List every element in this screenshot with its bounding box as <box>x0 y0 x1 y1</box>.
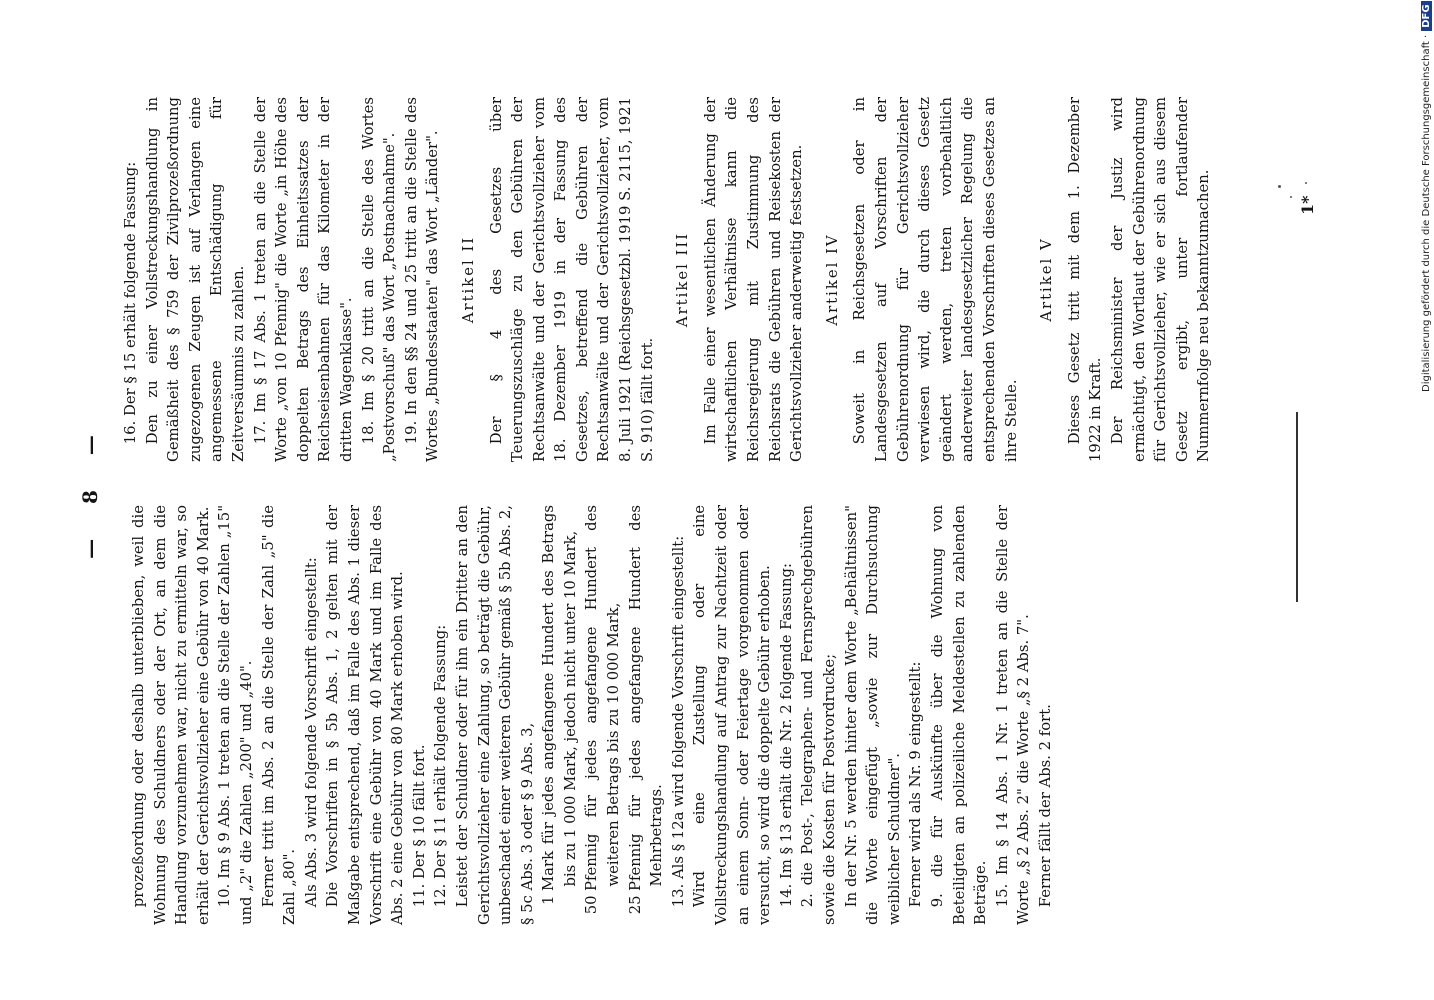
tariff-text: Pfennig für jedes angefangene Hundert des weiteren Betrags bis zu 10 000 Mark, <box>583 505 623 891</box>
text-paragraph: Ferner fällt der Abs. 2 fort. <box>1036 704 1054 908</box>
print-speck <box>1278 185 1281 188</box>
digitization-credit <box>1421 1 1432 392</box>
text-paragraph: 11. Der § 10 fällt fort. <box>410 744 428 908</box>
text-paragraph: Im Falle einer wesentlichen Änderung der wirtschaftlichen Verhältnisse kann die Reichsregierung mit Zustimmung des Reichsrats die Gebühren und Reisekosten der Gerichtsvollzieher anderweitig festsetzen. <box>701 97 806 462</box>
text-paragraph: 13. Als § 12a wird folgende Vorschrift eingestellt: <box>669 535 687 908</box>
text-paragraph: Der Reichsminister der Justiz wird ermächtigt, den Wortlaut der Gebührenordnung für Gerichtsvollzieher, wie er sich aus diesem Gesetz ergibt, unter fortlaufender Nummernfolge neu bekanntzumachen. <box>1108 97 1213 462</box>
text-paragraph: Den zu einer Vollstreckungshandlung in Gemäßheit des § 759 der Zivilprozeßordnung zugezogenen Zeugen ist auf Verlangen eine angemessene Entschädigung für Zeitversäumnis zu zahlen. <box>143 97 247 462</box>
text-paragraph: In der Nr. 5 werden hinter dem Worte „Behältnissen" die Worte eingefügt „sowie zur Durchsuchung weiblicher Schuldner". <box>842 505 903 925</box>
tariff-amount: 1 <box>540 895 558 905</box>
credit-text: Digitalisierung gefördert durch die Deutsche Forschungsgemeinschaft · <box>1421 34 1432 392</box>
text-paragraph: 12. Der § 11 erhält folgende Fassung: <box>432 624 450 908</box>
tariff-text: Mark für jedes angefangene Hundert des Betrags bis zu 1 000 Mark, jedoch nicht unter 10 Mark, <box>540 505 579 891</box>
text-paragraph: 18. Im § 20 tritt an die Stelle des Wortes „Postvorschuß" das Wort „Postnachnahme". <box>359 97 399 462</box>
print-speck <box>1305 182 1307 184</box>
signature-mark: 1* <box>1298 195 1317 215</box>
print-speck <box>1290 196 1292 198</box>
text-paragraph: Ferner tritt im Abs. 2 an die Stelle der Zahl „5" die Zahl „80". <box>259 505 299 925</box>
article-heading: Artikel V <box>1038 237 1056 322</box>
text-paragraph: Die Vorschriften in § 5b Abs. 1, 2 gelten mit der Maßgabe entsprechend, daß im Falle des Abs. 1 dieser Vorschrift eine Gebühr von 40 Mark und im Falle des Abs. 2 eine Gebühr von 80 Mark erhoben wird. <box>324 505 407 925</box>
text-paragraph: 19. In den §§ 24 und 25 tritt an die Stelle des Wortes „Bundesstaaten" das Wort „Länder". <box>402 97 442 462</box>
text-paragraph: Dieses Gesetz tritt mit dem 1. Dezember 1922 in Kraft. <box>1065 97 1105 462</box>
text-paragraph: Soweit in Reichsgesetzen oder in Landesgesetzen auf Vorschriften der Gebührenordnung für Gerichtsvollzieher verwiesen wird, die durch dieses Gesetz geändert werden, treten vorbehaltlich anderweiter landesgesetzlicher Regelung die entsprechenden Vorschriften dieses Gesetzes an ihre Stelle. <box>851 97 1020 462</box>
text-paragraph: 9. die für Auskünfte über die Wohnung von Beteiligten an polizeiliche Meldestellen zu zahlenden Beträge. <box>928 505 990 925</box>
text-paragraph: prozeßordnung oder deshalb unterblieben, weil die Wohnung des Schuldners oder der Ort, an dem die Handlung vorzunehmen war, nicht zu ermitteln war, so erhält der Gerichtsvollzieher eine Gebühr von 40 Mark. <box>130 505 212 925</box>
text-paragraph: Ferner wird als Nr. 9 eingestellt: <box>907 661 925 908</box>
text-paragraph: 14. Im § 13 erhält die Nr. 2 folgende Fassung: <box>777 563 795 908</box>
text-paragraph: 2. die Post-, Telegraphen- und Fernsprechgebühren sowie die Kosten für Postvordrucke; <box>799 505 838 925</box>
article-heading: Artikel II <box>459 235 477 324</box>
tariff-line <box>538 505 581 925</box>
tariff-text: Pfennig für jedes angefangene Hundert des Mehrbetrags. <box>626 505 666 891</box>
dfg-logo: DFG <box>1421 1 1432 30</box>
text-paragraph: Der § 4 des Gesetzes über Teuerungszuschläge zu den Gebühren der Rechtsanwälte und der Gerichtsvollzieher vom 18. Dezember 1919 in der Fassung des Gesetzes, betreffend die Gebühren der Rechtsanwälte und der Gerichtsvollzieher, vom 8. Juli 1921 (Reichsgesetzbl. 1919 S. 2115, 1921 S. 910) fällt fort. <box>487 97 656 462</box>
text-paragraph: 10. Im § 9 Abs. 1 treten an die Stelle der Zahlen „15" und „2" die Zahlen „200" und „40". <box>216 505 255 925</box>
tariff-amount: 25 <box>626 895 644 915</box>
text-paragraph: 16. Der § 15 erhält folgende Fassung: <box>122 161 139 445</box>
tariff-line <box>581 505 624 925</box>
text-paragraph: Als Abs. 3 wird folgende Vorschrift eingestellt: <box>302 557 320 908</box>
right-text-column <box>120 97 1215 462</box>
tariff-amount: 50 <box>583 895 601 915</box>
text-paragraph: Wird eine Zustellung oder eine Vollstreckungshandlung auf Antrag zur Nachtzeit oder an einem Sonn- oder Feiertage vorgenommen oder versucht, so wird die doppelte Gebühr erhoben. <box>691 505 774 925</box>
text-paragraph: 17. Im § 17 Abs. 1 treten an die Stelle der Worte „von 10 Pfennig" die Worte „in Höhe des doppelten Betrags des Einheitssatzes der Reichseisenbahnen für das Kilometer in der dritten Wagenklasse". <box>251 97 355 462</box>
separator-rule <box>1296 412 1298 602</box>
page-folio: — 8 — <box>78 421 102 559</box>
text-paragraph: 15. Im § 14 Abs. 1 Nr. 1 treten an die Stelle der Worte „§ 2 Abs. 2" die Worte „§ 2 Abs. 7". <box>993 505 1033 925</box>
article-heading: Artikel IV <box>823 233 841 326</box>
left-text-column <box>128 505 1057 925</box>
tariff-line <box>625 505 668 925</box>
article-heading: Artikel III <box>674 231 692 328</box>
text-paragraph: Leistet der Schuldner oder für ihn ein Dritter an den Gerichtsvollzieher eine Zahlung, so beträgt die Gebühr, unbeschadet einer weiteren Gebühr gemäß § 5b Abs. 2, § 5c Abs. 3 oder § 9 Abs. 3, <box>453 505 536 925</box>
